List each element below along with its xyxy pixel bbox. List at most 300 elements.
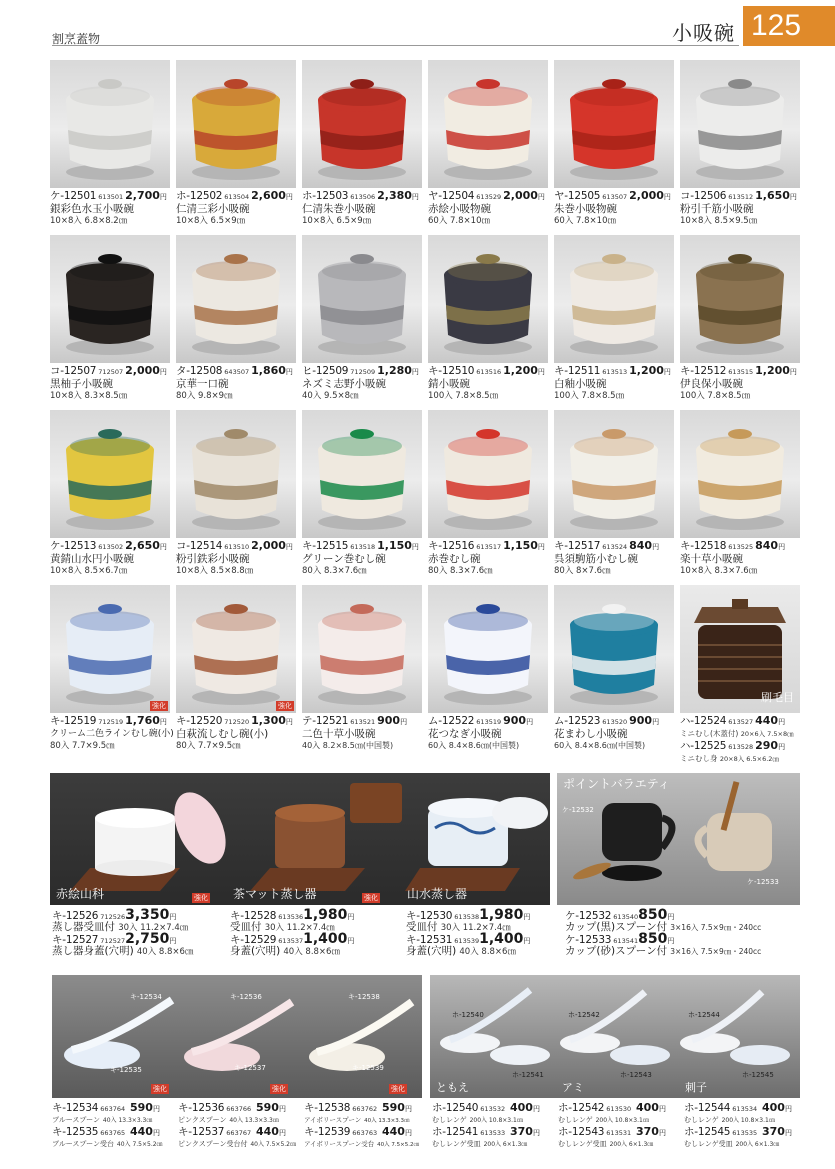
product-info [428,540,554,577]
field-spec: 40入 13.3×3.3㎝ [364,1118,410,1124]
field-spec: 200入 10.8×3.1㎝ [595,1117,649,1124]
point-variety-title: ポイントバラエティ [563,777,670,791]
product-info [680,190,806,227]
point-variety-photo [557,773,800,905]
product-info [176,540,302,577]
product-number: 613507 [602,193,628,201]
product-name: 仁清朱巻小吸碗 [302,203,376,215]
product-code: ハ-12525 [680,740,727,752]
field-price: 3,350 [125,907,170,923]
yen-symbol: 円 [411,543,419,551]
product-name: 二色十草小吸碗 [302,728,376,740]
field-price: 2,750 [125,931,170,947]
product-name: クリーム二色ラインむし碗(小) [50,729,174,739]
yen-symbol: 円 [159,718,167,726]
product-code: ヤ-12504 [428,190,475,202]
product-price: 2,380 [377,189,412,202]
field-code: キ-12536 [178,1102,225,1114]
product-name: 花まわし小吸碗 [554,728,628,740]
product-price: 1,860 [251,364,286,377]
yen-symbol: 円 [789,368,797,376]
info-12538-12539 [304,1102,419,1150]
product-number: 613513 [602,368,628,376]
product-name: 赤巻むし碗 [428,553,481,565]
field-spec: 40入 7.5×5.2㎝ [116,1141,163,1148]
product-name: 花つなぎ小吸碗 [428,728,502,740]
product-spec: 80入 8.3×7.6㎝ [302,566,367,576]
product-name: 粉引千筋小吸碗 [680,203,754,215]
field-num: 613539 [454,937,480,945]
product-number: 613527 [728,718,754,726]
yen-symbol: 円 [159,543,167,551]
info-12530-12531 [406,909,530,957]
yen-symbol: 円 [526,718,534,726]
product-info [554,715,680,752]
product-number: 613528 [728,743,754,751]
product-info [680,715,806,765]
badge: 強化 [278,702,292,710]
product-price: 840 [629,539,653,552]
product-photo [680,235,800,363]
field-name: 受皿付 [230,921,262,933]
product-price: 1,200 [629,364,664,377]
yen-symbol: 円 [778,743,786,751]
field-name: むしレンゲ [432,1116,467,1124]
badge: 強化 [272,1085,286,1093]
product-price: 2,000 [503,189,538,202]
field-code: キ-12539 [304,1126,351,1138]
field-code: ケ-12533 [565,934,612,946]
product-info [554,365,680,402]
product-name: 京華一口碗 [176,378,229,390]
field-code: ホ-12544 [684,1102,731,1114]
field-yen: 円 [152,1129,160,1137]
product-info [428,365,554,402]
field-yen: 円 [347,913,355,921]
field-code: ホ-12541 [432,1126,479,1138]
product-name: 朱巻小吸物碗 [554,203,617,215]
field-num: 663764 [100,1105,126,1113]
product-name: 錆小吸碗 [428,378,470,390]
product-spec: 80入 8.3×7.6㎝ [428,566,493,576]
product-price: 840 [755,539,779,552]
photo-label: キ-12538 [348,993,380,1001]
product-photo [554,235,674,363]
pattern-label: ともえ [436,1081,469,1094]
product-number: 613518 [350,543,376,551]
product-spec: 80入 8×7.6㎝ [554,566,611,576]
field-yen: 円 [523,937,531,945]
product-photo [428,235,548,363]
product-spec: 10×8入 8.5×9.5㎝ [680,216,758,226]
field-price: 590 [130,1101,153,1114]
yen-symbol: 円 [159,193,167,201]
field-code: ケ-12532 [565,910,612,922]
field-spec: 40入 7.5×5.2㎝ [377,1142,419,1148]
field-spec: 40入 8.8×6㎝ [136,947,194,957]
field-spec: 3×16入 7.5×9㎝・240cc [670,947,762,956]
product-info [50,540,176,577]
field-price: 440 [256,1125,279,1138]
product-code: ケ-12513 [50,540,97,552]
field-yen: 円 [404,1105,412,1113]
product-photo [428,585,548,713]
photo-label: ケ-12532 [562,806,594,814]
product-price: 1,150 [503,539,538,552]
field-name: むしレンゲ [558,1116,593,1124]
field-price: 590 [382,1101,405,1114]
product-code: コ-12507 [50,365,97,377]
field-name: 身蓋(穴明) [406,945,457,957]
product-price: 2,700 [125,189,160,202]
yen-symbol: 円 [537,543,545,551]
product-number: 712507 [98,368,124,376]
field-yen: 円 [667,913,675,921]
product-spec: 10×8入 6.5×9㎝ [302,216,372,226]
field-name: ピンクスプーン [178,1116,227,1124]
product-number: 613529 [476,193,502,201]
product-photo [176,585,296,713]
field-yen: 円 [532,1105,540,1113]
field-num: 712527 [100,937,126,945]
product-photo [50,235,170,363]
field-yen: 円 [784,1105,792,1113]
product-spec: 100入 7.8×8.5㎝ [428,391,499,401]
field-price: 370 [510,1125,533,1138]
spoon-photo [52,975,422,1098]
product-info [50,365,176,402]
page-title: 小吸碗 [672,21,735,45]
product-spec: 80入 7.7×9.5㎝ [50,741,115,751]
field-yen: 円 [169,937,177,945]
info-12534-12535 [52,1102,163,1150]
product-name: ネズミ志野小吸碗 [302,378,386,390]
field-name: 身蓋(穴明) [230,945,281,957]
field-num: 613532 [480,1105,506,1113]
product-number: 613501 [98,193,124,201]
field-code: キ-12537 [178,1126,225,1138]
field-price: 370 [636,1125,659,1138]
steamer-label-1: 赤絵山科 [56,887,105,901]
product-spec: 40入 8.2×8.5㎝(中国製) [302,741,394,750]
product-name: ミニむし(木蓋付) [680,729,739,738]
product-spec: 60入 7.8×10㎝ [554,216,616,226]
field-spec: 40入 8.8×6㎝ [459,947,516,957]
yen-symbol: 円 [789,193,797,201]
field-spec: 200入 10.8×3.1㎝ [721,1117,775,1124]
photo-label: ホ-12540 [452,1011,484,1019]
field-price: 440 [130,1125,153,1138]
product-spec: 60入 8.4×8.6㎝(中国製) [554,741,646,750]
product-code: コ-12506 [680,190,727,202]
product-name: 銀彩色水玉小吸碗 [50,203,134,215]
product-price: 1,200 [503,364,538,377]
badge: 強化 [391,1085,405,1093]
field-yen: 円 [532,1129,540,1137]
field-num: 613538 [454,913,480,921]
field-yen: 円 [667,937,675,945]
product-photo [302,410,422,538]
product-price: 2,650 [125,539,160,552]
badge: 強化 [364,894,378,902]
product-info [302,365,428,402]
field-spec: 30入 11.2×7.4㎝ [440,923,511,933]
product-code: キ-12510 [428,365,475,377]
product-photo [50,60,170,188]
product-photo [176,410,296,538]
field-name: アイボリースプーン [304,1116,362,1124]
product-price: 1,760 [125,714,160,727]
field-num: 663763 [352,1129,378,1137]
product-info [554,540,680,577]
product-code: キ-12518 [680,540,727,552]
product-price: 900 [503,714,527,727]
info-12526-12527 [52,909,193,957]
field-num: 613534 [732,1105,758,1113]
product-spec: 10×8入 8.5×6.7㎝ [50,566,128,576]
product-info [554,190,680,227]
product-price: 2,600 [251,189,286,202]
product-number: 712519 [98,718,124,726]
yen-symbol: 円 [778,543,786,551]
yen-symbol: 円 [285,718,293,726]
product-code: テ-12521 [302,715,349,727]
field-spec: 200入 10.8×3.1㎝ [469,1117,523,1124]
field-code: キ-12528 [230,910,277,922]
field-price: 400 [762,1101,785,1114]
yen-symbol: 円 [285,543,293,551]
field-code: キ-12534 [52,1102,99,1114]
field-code: ホ-12542 [558,1102,605,1114]
product-spec: 20×8入 6.5×6.2㎝ [719,755,779,763]
field-code: キ-12535 [52,1126,99,1138]
product-photo [680,60,800,188]
yen-symbol: 円 [159,368,167,376]
product-info [50,715,176,752]
product-number: 613510 [224,543,250,551]
product-code: ケ-12501 [50,190,97,202]
field-num: 613537 [278,937,304,945]
product-photo [176,60,296,188]
field-num: 663765 [100,1129,126,1137]
product-photo [176,235,296,363]
product-code: キ-12511 [554,365,601,377]
product-code: ホ-12503 [302,190,349,202]
product-number: 613506 [350,193,376,201]
yen-symbol: 円 [285,368,293,376]
field-num: 613531 [606,1129,632,1137]
product-photo [50,410,170,538]
product-number: 613502 [98,543,124,551]
field-name: 蒸し器受皿付 [52,921,115,933]
product-spec: 40入 9.5×8㎝ [302,391,359,401]
field-price: 1,980 [479,907,524,923]
field-code: キ-12530 [406,910,453,922]
photo-label: キ-12539 [352,1064,384,1072]
product-price: 440 [755,714,779,727]
product-code: ヤ-12505 [554,190,601,202]
product-photo [554,410,674,538]
product-number: 712509 [350,368,376,376]
field-name: むしレンゲ受皿 [432,1140,481,1148]
field-spec: 40入 13.3×3.3㎝ [102,1117,153,1124]
product-name: 伊良保小吸碗 [680,378,743,390]
field-name: むしレンゲ [684,1116,719,1124]
product-spec: 100入 7.8×8.5㎝ [680,391,751,401]
field-spec: 40入 8.8×6㎝ [283,947,340,957]
field-num: 712526 [100,913,126,921]
yen-symbol: 円 [285,193,293,201]
yen-symbol: 円 [537,193,545,201]
info-12544-12545 [684,1102,792,1150]
field-price: 850 [638,907,668,923]
product-number: 613512 [728,193,754,201]
field-yen: 円 [169,913,177,921]
page-number: 125 [743,6,835,46]
photo-label: キ-12535 [110,1066,142,1074]
badge: 強化 [152,702,166,710]
badge: 強化 [153,1085,167,1093]
renge-photo [430,975,800,1098]
product-number: 643507 [224,368,250,376]
product-photo [428,60,548,188]
product-price: 1,200 [755,364,790,377]
yen-symbol: 円 [411,368,419,376]
yen-symbol: 円 [537,368,545,376]
pattern-label: アミ [562,1081,584,1094]
product-photo [680,585,800,713]
badge: 強化 [194,894,208,902]
product-number: 613524 [602,543,628,551]
product-spec: 80入 7.7×9.5㎝ [176,741,241,751]
product-price: 2,000 [251,539,286,552]
yen-symbol: 円 [663,193,671,201]
field-spec: 40入 7.5×5.2㎝ [250,1141,296,1148]
steamer-photo [50,773,550,905]
photo-label: キ-12534 [130,993,162,1001]
product-spec: 10×8入 8.5×8.8㎝ [176,566,254,576]
product-photo [50,585,170,713]
product-name: 白萩流しむし碗(小) [176,728,269,740]
product-number: 613516 [476,368,502,376]
product-price: 900 [377,714,401,727]
product-name: グリーン巻むし碗 [302,553,386,565]
field-code: キ-12531 [406,934,453,946]
product-code: ハ-12524 [680,715,727,727]
product-name: 呉須駒筋小むし碗 [554,553,638,565]
product-info [680,365,806,402]
field-name: カップ(黒)スプーン付 [565,921,668,933]
photo-label: ホ-12543 [620,1071,652,1079]
product-spec: 80入 9.8×9㎝ [176,391,233,401]
field-yen: 円 [784,1129,792,1137]
info-12542-12543 [558,1102,666,1150]
field-spec: 200入 6×1.3㎝ [483,1141,528,1148]
product-number: 613519 [476,718,502,726]
product-code: コ-12514 [176,540,223,552]
field-num: 663766 [226,1105,252,1113]
field-code: ホ-12540 [432,1102,479,1114]
product-spec: 20×6入 7.5×8㎝ [740,730,794,738]
product-photo [554,60,674,188]
field-name: むしレンゲ受皿 [684,1140,733,1148]
product-photo [302,60,422,188]
yen-symbol: 円 [652,543,660,551]
product-info [428,715,554,752]
product-price: 1,300 [251,714,286,727]
field-price: 1,980 [303,907,348,923]
field-name: 蒸し器身蓋(穴明) [52,945,134,957]
info-12536-12537 [178,1102,296,1150]
field-spec: 30入 11.2×7.4㎝ [118,923,189,933]
product-spec: 10×8入 6.5×9㎝ [176,216,246,226]
yen-symbol: 円 [411,193,419,201]
field-code: ホ-12543 [558,1126,605,1138]
product-code: ホ-12502 [176,190,223,202]
field-price: 400 [636,1101,659,1114]
product-photo [554,585,674,713]
product-photo [302,235,422,363]
product-photo [428,410,548,538]
field-name: ブルースプーン [52,1116,101,1124]
yen-symbol: 円 [778,718,786,726]
product-name: ミニむし身 [680,754,718,763]
product-code: タ-12508 [176,365,223,377]
field-num: 663762 [352,1105,378,1113]
photo-tag: 刷毛目 [761,691,794,704]
steamer-label-3: 山水蒸し器 [407,887,468,901]
product-number: 613520 [602,718,628,726]
product-info [302,715,428,752]
field-name: ピンクスプーン受台付 [178,1140,248,1148]
field-num: 613536 [278,913,304,921]
product-price: 2,000 [629,189,664,202]
product-spec: 10×8入 8.3×8.5㎝ [50,391,128,401]
product-number: 613525 [728,543,754,551]
info-12528-12529 [230,909,354,957]
product-code: キ-12520 [176,715,223,727]
header-divider [52,45,739,46]
field-code: キ-12527 [52,934,99,946]
field-yen: 円 [523,913,531,921]
product-price: 2,000 [125,364,160,377]
product-code: ム-12523 [554,715,601,727]
product-code: ム-12522 [428,715,475,727]
product-info [176,365,302,402]
field-yen: 円 [658,1105,666,1113]
product-info [176,190,302,227]
field-spec: 3×16入 7.5×9㎝・240cc [670,923,762,932]
photo-label: ホ-12541 [512,1071,544,1079]
product-photo [302,585,422,713]
product-price: 1,150 [377,539,412,552]
field-num: 663767 [226,1129,252,1137]
product-name: 黒柚子小吸碗 [50,378,113,390]
product-code: キ-12512 [680,365,727,377]
field-name: むしレンゲ受皿 [558,1140,607,1148]
product-name: 赤絵小吸物碗 [428,203,491,215]
field-price: 1,400 [303,931,348,947]
photo-label: ケ-12533 [747,878,779,886]
photo-label: ホ-12542 [568,1011,600,1019]
field-num: 613541 [613,937,639,945]
product-name: 仁清三彩小吸碗 [176,203,250,215]
product-price: 1,650 [755,189,790,202]
photo-label: キ-12537 [234,1064,266,1072]
yen-symbol: 円 [663,368,671,376]
field-yen: 円 [347,937,355,945]
product-spec: 60入 7.8×10㎝ [428,216,490,226]
